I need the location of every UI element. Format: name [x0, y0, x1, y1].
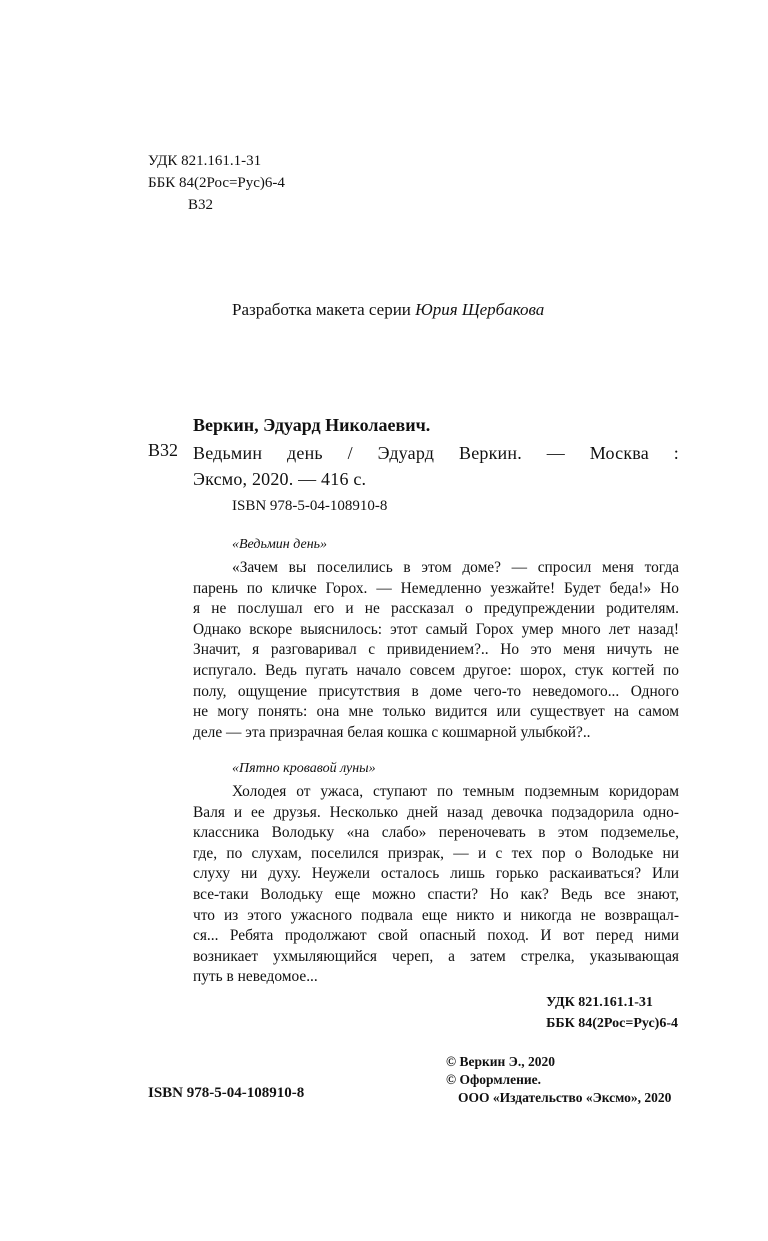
annotation-1-text — [193, 558, 679, 743]
annotation-line: деле — эта призрачная белая кошка с кошмарной улыбкой?.. — [193, 723, 591, 741]
annotation-line: не могу понять: она мне только видится или существует на самом — [193, 703, 679, 721]
classification-block-bottom — [546, 992, 678, 1034]
annotation-line: полу, ощущение присутствия в доме чего-то неведомого... Одного — [193, 682, 679, 700]
catalog-author: Веркин, Эдуард Николаевич. — [193, 415, 431, 435]
annotation-2-heading: «Пятно кровавой луны» — [232, 761, 376, 776]
annotation-line: Значит, я разговаривал с привидением?.. Но это меня ничуть не — [193, 641, 679, 659]
series-design-prefix: Разработка макета серии — [232, 300, 411, 319]
annotation-line: парень по кличке Горох. — Немедленно уезжайте! Будет беда!» Но — [193, 579, 679, 597]
annotation-line: все-таки Володьку еще можно спасти? Но как? Ведь все знают, — [193, 885, 679, 903]
bbk-code-bottom: ББК 84(2Рос=Рус)6-4 — [546, 1016, 678, 1031]
copyright-block — [446, 1053, 671, 1107]
annotation-line: испугало. Ведь пугать начало совсем другое: шорох, стук когтей по — [193, 661, 679, 679]
annotation-2-text — [193, 782, 679, 988]
annotation-line: где, по слухам, поселился призрак, — и с тех пор о Володьке ни — [193, 844, 679, 862]
catalog-code: В32 — [148, 440, 179, 460]
annotation-line: путь в неведомое... — [193, 968, 318, 986]
annotation-line: слуху ни духу. Неужели осталось лишь горько раскаиваться? Или — [193, 865, 679, 883]
catalog-title-line-2: Эксмо, 2020. — 416 с. — [193, 469, 367, 489]
copyright-author: © Веркин Э., 2020 — [446, 1054, 555, 1069]
catalog-isbn: ISBN 978-5-04-108910-8 — [232, 498, 388, 514]
catalog-title — [193, 440, 679, 492]
bbk-code: ББК 84(2Рос=Рус)6-4 — [148, 175, 285, 191]
annotation-1-heading: «Ведьмин день» — [232, 537, 328, 552]
isbn-bottom: ISBN 978-5-04-108910-8 — [148, 1085, 305, 1101]
annotation-line: Холодея от ужаса, ступают по темным подземным коридорам — [232, 783, 679, 800]
classification-block — [148, 150, 285, 216]
series-designer-name: Юрия Щербакова — [415, 300, 545, 319]
annotation-line: «Зачем вы поселились в этом доме? — спросил меня тогда — [232, 559, 679, 576]
series-design-credit — [232, 300, 544, 320]
copyright-publisher: ООО «Издательство «Эксмо», 2020 — [458, 1090, 672, 1105]
udk-code-bottom: УДК 821.161.1-31 — [546, 995, 653, 1010]
annotation-line: Однако вскоре выяснилось: этот самый Горох умер много лет назад! — [193, 620, 679, 638]
annotation-line: классника Володьку «на слабо» переночевать в этом подземелье, — [193, 824, 679, 842]
annotation-line: что из этого ужасного подвала еще никто и никогда не возвращал- — [193, 906, 679, 924]
catalog-title-line-1: Ведьмин день / Эдуард Веркин. — Москва : — [193, 443, 679, 463]
udk-code: УДК 821.161.1-31 — [148, 153, 262, 169]
annotation-line: я не послушал его и не рассказал о предупреждении родителям. — [193, 600, 679, 618]
author-mark: В32 — [188, 197, 214, 213]
copyright-design: © Оформление. — [446, 1072, 542, 1087]
annotation-line: Валя и ее друзья. Несколько дней назад девочка подзадорила одно- — [193, 803, 679, 821]
annotation-line: ся... Ребята продолжают свой опасный поход. И вот перед ними — [193, 927, 679, 945]
annotation-line: возникает ухмыляющийся череп, а затем стрелка, указывающая — [193, 947, 679, 965]
